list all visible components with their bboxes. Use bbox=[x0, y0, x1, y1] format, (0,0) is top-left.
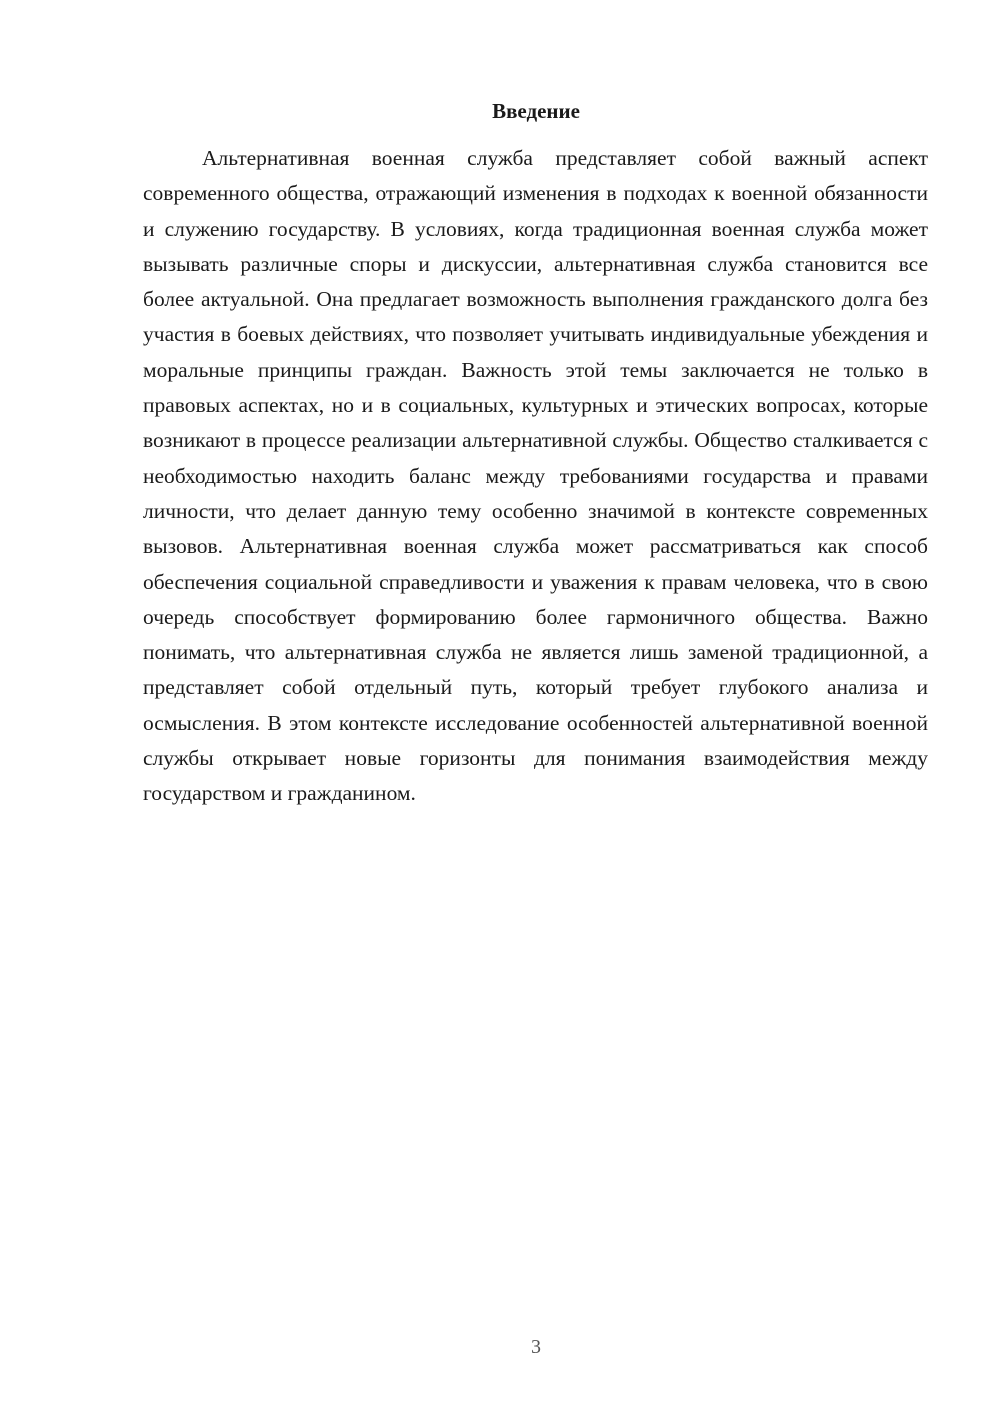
body-paragraph: Альтернативная военная служба представляет собой важный аспект современного общества, отражающий изменения в подходах к военной обязанности и служению государству. В условиях, когда традиционная военная служба может вызывать различные споры и дискуссии, альтернативная служба становится все более актуальной. Она предлагает возможность выполнения гражданского долга без участия в боевых действиях, что позволяет учитывать индивидуальные убеждения и моральные принципы граждан. Важность этой темы заключается не только в правовых аспектах, но и в социальных, культурных и этических вопросах, которые возникают в процессе реализации альтернативной службы. Общество сталкивается с необходимостью находить баланс между требованиями государства и правами личности, что делает данную тему особенно значимой в контексте современных вызовов. Альтернативная военная служба может рассматриваться как способ обеспечения социальной справедливости и уважения к правам человека, что в свою очередь способствует формированию более гармоничного общества. Важно понимать, что альтернативная служба не является лишь заменой традиционной, а представляет собой отдельный путь, который требует глубокого анализа и осмысления. В этом контексте исследование особенностей альтернативной военной службы открывает новые горизонты для понимания взаимодействия между государством и гражданином. bbox=[143, 146, 928, 806]
page-number: 3 bbox=[531, 1336, 541, 1358]
section-heading: Введение bbox=[492, 99, 580, 123]
